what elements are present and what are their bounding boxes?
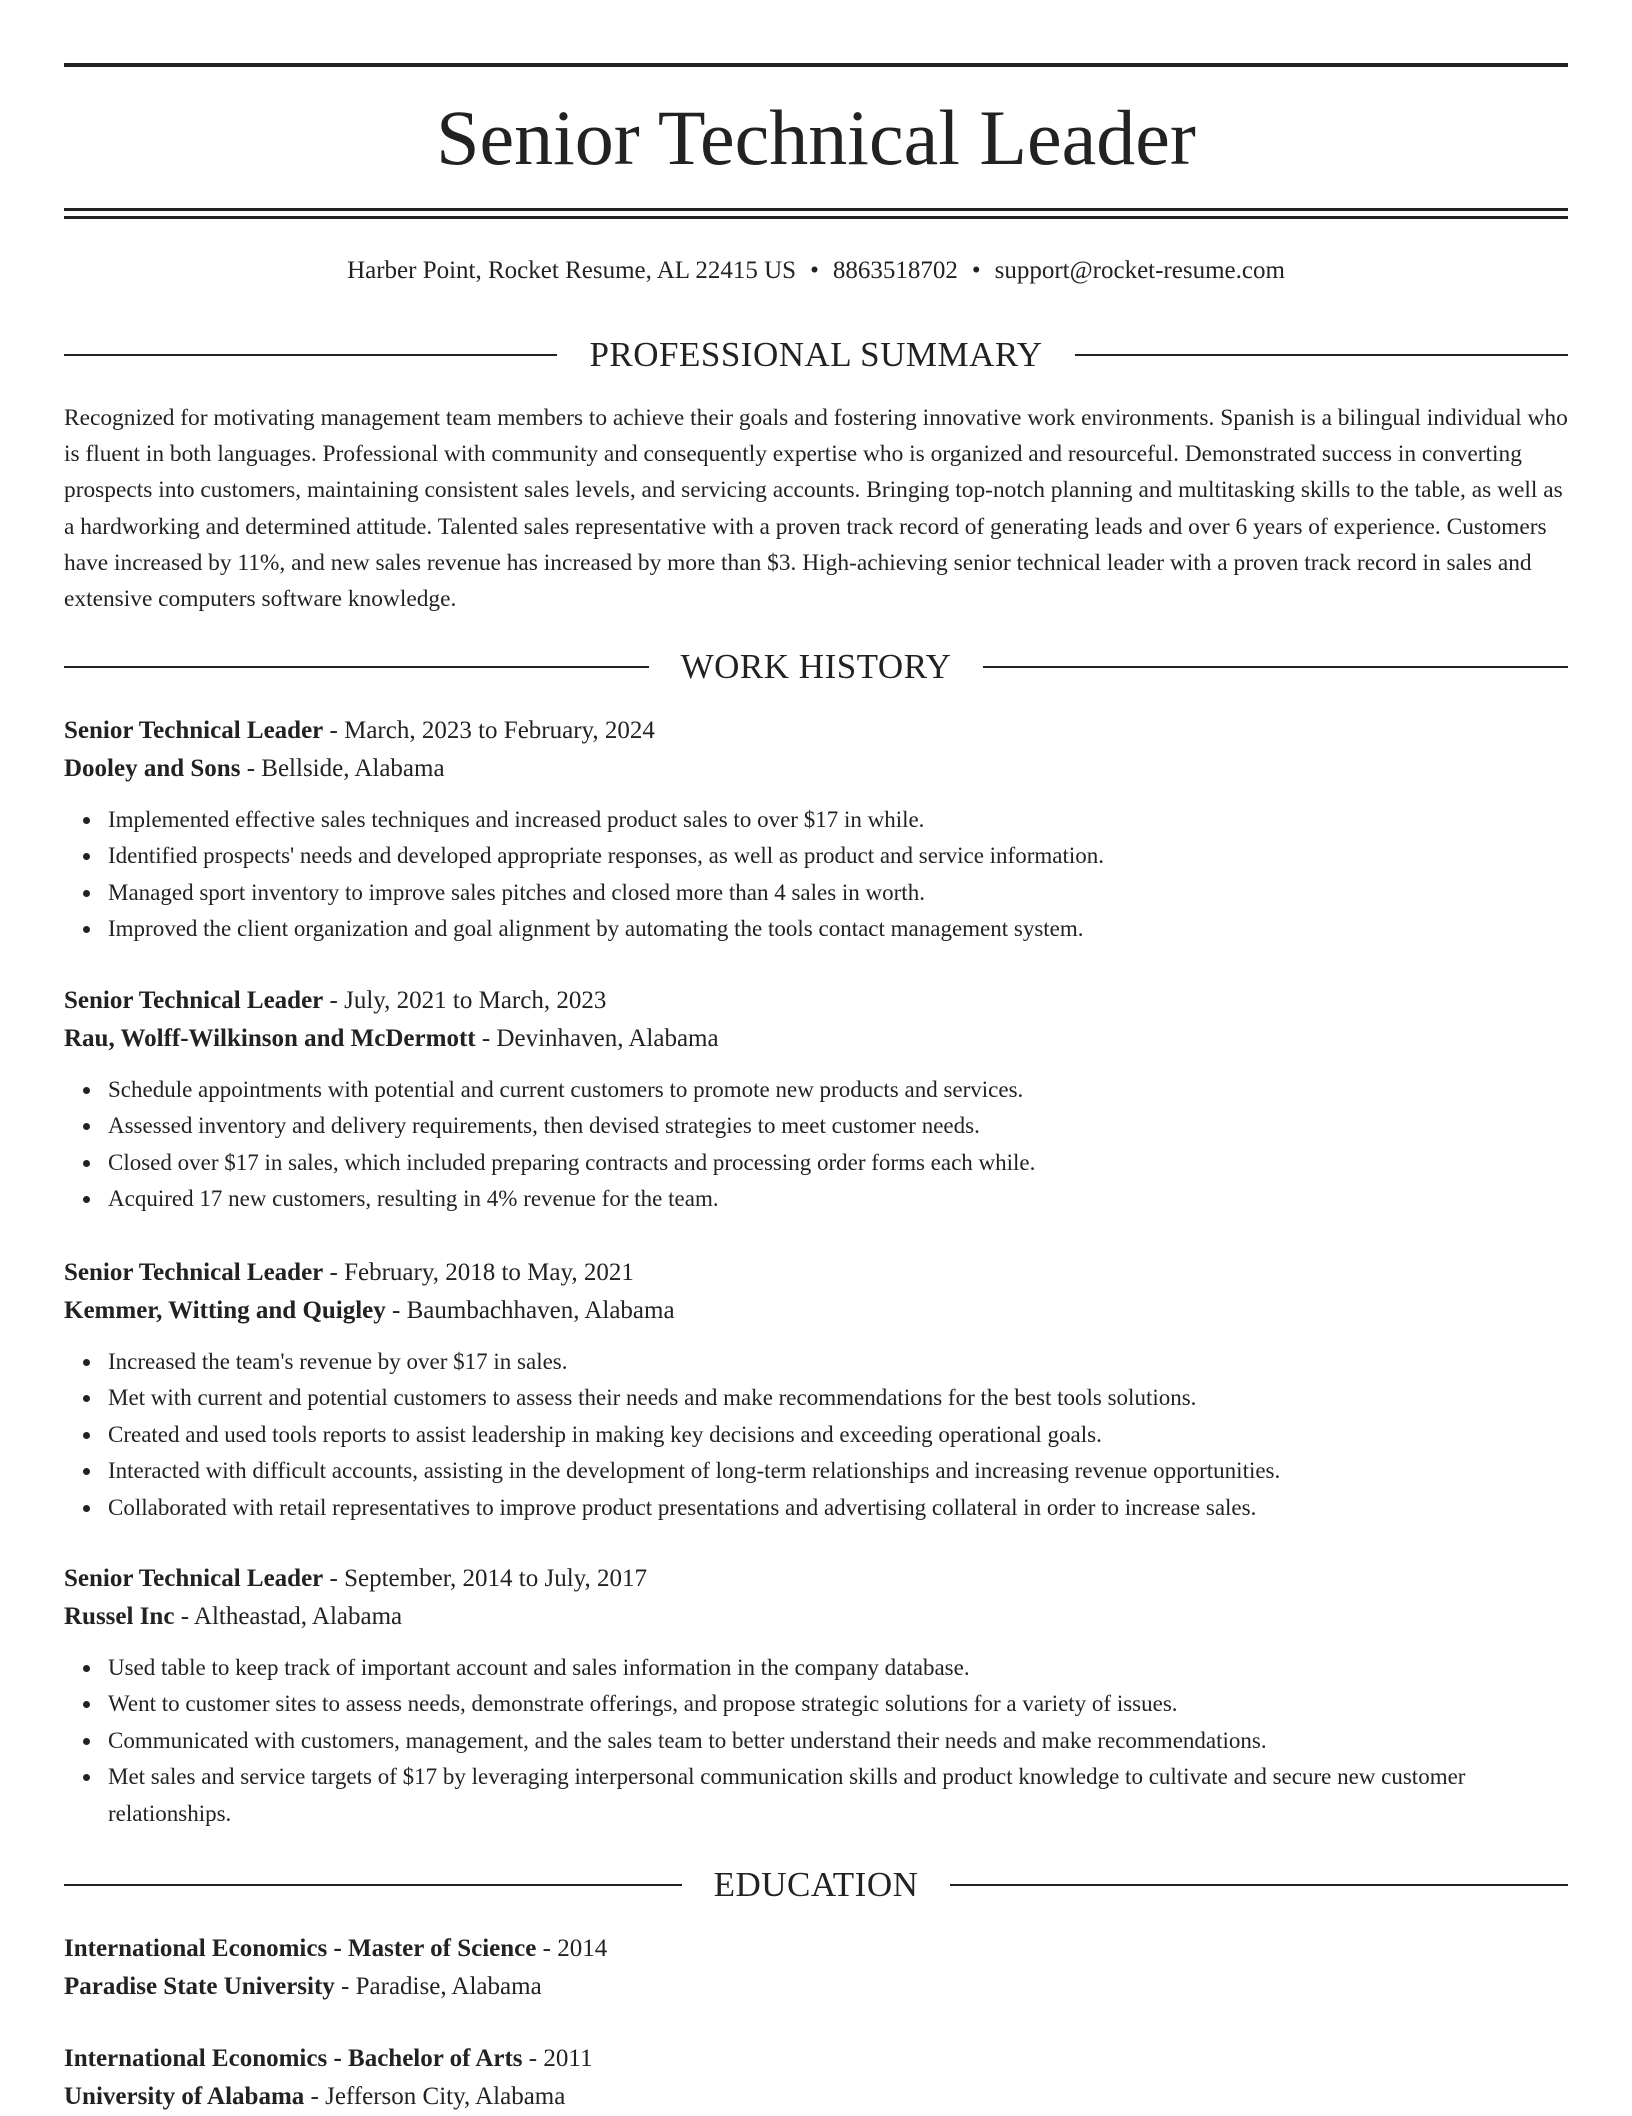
education-location: - Jefferson City, Alabama: [304, 2083, 566, 2110]
job-entry: [64, 1560, 1568, 1832]
job-company: Russel Inc: [64, 1603, 175, 1630]
education-degree-line: [64, 1930, 1568, 1968]
job-bullet: Met sales and service targets of $17 by leveraging interpersonal communication skills and product knowledge to cultivate and secure new customer relationships.: [108, 1759, 1568, 1832]
job-bullet: Went to customer sites to assess needs, demonstrate offerings, and propose strategic solutions for a variety of issues.: [108, 1686, 1568, 1722]
contact-line: [64, 253, 1568, 289]
education-school-line: [64, 1968, 1568, 2006]
job-dates: - February, 2018 to May, 2021: [323, 1259, 634, 1286]
job-entry: [64, 1254, 1568, 1526]
summary-heading: [64, 332, 1568, 378]
job-location: - Bellside, Alabama: [240, 755, 445, 782]
job-company-line: [64, 750, 1568, 788]
education-school: University of Alabama: [64, 2083, 305, 2110]
job-dates: - March, 2023 to February, 2024: [323, 717, 655, 744]
job-company: Kemmer, Witting and Quigley: [64, 1297, 386, 1324]
job-bullet: Met with current and potential customers to assess their needs and make recommendations for the best tools solutions.: [108, 1380, 1568, 1416]
education-degree-line: [64, 2040, 1568, 2078]
job-bullet: Communicated with customers, management, and the sales team to better understand their needs and make recommendations.: [108, 1723, 1568, 1759]
contact-email: support@rocket-resume.com: [994, 257, 1285, 284]
education-degree: International Economics - Bachelor of Arts: [64, 2045, 523, 2072]
job-title: Senior Technical Leader: [64, 1259, 324, 1286]
education-entry: [64, 2040, 1568, 2116]
job-dates: - September, 2014 to July, 2017: [323, 1565, 648, 1592]
job-company-line: [64, 1292, 1568, 1330]
contact-separator: •: [971, 257, 981, 284]
education-heading-label: EDUCATION: [713, 1865, 919, 1904]
work-history-heading-label: WORK HISTORY: [680, 647, 952, 686]
job-entry: [64, 712, 1568, 948]
job-company: Rau, Wolff-Wilkinson and McDermott: [64, 1025, 476, 1052]
job-location: - Altheastad, Alabama: [174, 1603, 403, 1630]
job-company: Dooley and Sons: [64, 755, 241, 782]
heading-rule-right: [983, 666, 1568, 668]
education-entry: [64, 1930, 1568, 2006]
job-location: - Baumbachhaven, Alabama: [385, 1297, 675, 1324]
education-year: - 2011: [522, 2045, 593, 2072]
heading-rule-left: [64, 1884, 682, 1886]
contact-address: Harber Point, Rocket Resume, AL 22415 US: [347, 257, 797, 284]
job-bullet: Acquired 17 new customers, resulting in 4% revenue for the team.: [108, 1181, 1568, 1217]
job-title-line: [64, 982, 1568, 1020]
summary-heading-label: PROFESSIONAL SUMMARY: [589, 335, 1043, 374]
job-company-line: [64, 1020, 1568, 1058]
job-bullets: [64, 1650, 1568, 1832]
job-title: Senior Technical Leader: [64, 717, 324, 744]
job-title: Senior Technical Leader: [64, 1565, 324, 1592]
education-degree: International Economics - Master of Science: [64, 1935, 537, 1962]
job-bullet: Identified prospects' needs and developed appropriate responses, as well as product and service information.: [108, 838, 1568, 874]
job-bullet: Closed over $17 in sales, which included preparing contracts and processing order forms each while.: [108, 1145, 1568, 1181]
resume-title: Senior Technical Leader: [436, 94, 1196, 181]
job-bullet: Interacted with difficult accounts, assisting in the development of long-term relationships and increasing revenue opportunities.: [108, 1453, 1568, 1489]
heading-rule-left: [64, 666, 649, 668]
job-title-line: [64, 1560, 1568, 1598]
job-bullet: Collaborated with retail representatives to improve product presentations and advertising collateral in order to increase sales.: [108, 1490, 1568, 1526]
education-school-line: [64, 2078, 1568, 2116]
job-title-line: [64, 1254, 1568, 1292]
work-history-heading: [64, 644, 1568, 690]
job-location: - Devinhaven, Alabama: [475, 1025, 719, 1052]
job-title-line: [64, 712, 1568, 750]
heading-rule-left: [64, 354, 557, 356]
job-bullet: Implemented effective sales techniques and increased product sales to over $17 in while.: [108, 802, 1568, 838]
job-title: Senior Technical Leader: [64, 987, 324, 1014]
job-bullets: [64, 1072, 1568, 1218]
job-dates: - July, 2021 to March, 2023: [323, 987, 607, 1014]
contact-phone: 8863518702: [832, 257, 958, 284]
job-bullet: Schedule appointments with potential and current customers to promote new products and services.: [108, 1072, 1568, 1108]
job-bullet: Managed sport inventory to improve sales pitches and closed more than 4 sales in worth.: [108, 875, 1568, 911]
job-bullets: [64, 1344, 1568, 1526]
heading-rule-right: [1075, 354, 1568, 356]
summary-text: Recognized for motivating management team members to achieve their goals and fostering innovative work environments. Spanish is a bilingual individual who is fluent in both languages. Professional with community and consequently expertise who is organized and resourceful. Demonstrated success in converting prospects into customers, maintaining consistent sales levels, and servicing accounts. Bringing top-notch planning and multitasking skills to the table, as well as a hardworking and determined attitude. Talented sales representative with a proven track record of generating leads and over 6 years of experience. Customers have increased by 11%, and new sales revenue has increased by more than $3. High-achieving senior technical leader with a proven track record in sales and extensive computers software knowledge.: [64, 405, 1568, 613]
job-bullet: Assessed inventory and delivery requirements, then devised strategies to meet customer needs.: [108, 1108, 1568, 1144]
title-rule-lower: [64, 216, 1568, 219]
education-location: - Paradise, Alabama: [334, 1973, 542, 2000]
education-heading: [64, 1862, 1568, 1908]
top-rule: [64, 63, 1568, 67]
job-bullet: Used table to keep track of important account and sales information in the company database.: [108, 1650, 1568, 1686]
education-school: Paradise State University: [64, 1973, 335, 2000]
title-rule-upper: [64, 208, 1568, 211]
job-company-line: [64, 1598, 1568, 1636]
heading-rule-right: [950, 1884, 1568, 1886]
job-bullet: Improved the client organization and goal alignment by automating the tools contact management system.: [108, 911, 1568, 947]
job-bullet: Created and used tools reports to assist leadership in making key decisions and exceeding operational goals.: [108, 1417, 1568, 1453]
job-entry: [64, 982, 1568, 1218]
job-bullet: Increased the team's revenue by over $17 in sales.: [108, 1344, 1568, 1380]
job-bullets: [64, 802, 1568, 948]
education-year: - 2014: [536, 1935, 608, 1962]
contact-separator: •: [810, 257, 819, 284]
